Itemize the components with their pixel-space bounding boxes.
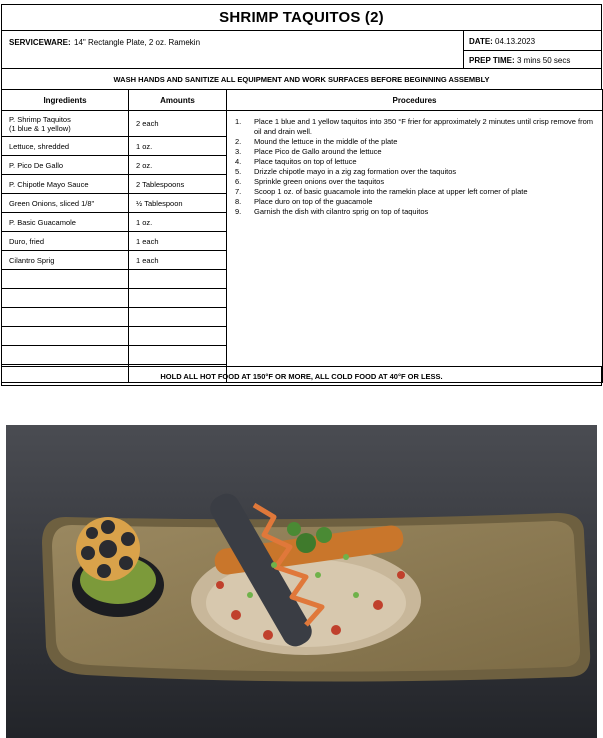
recipe-title: SHRIMP TAQUITOS (2) bbox=[1, 4, 602, 31]
ingredient-name: P. Basic Guacamole bbox=[2, 213, 129, 232]
procedure-step: 3. Place Pico de Gallo around the lettuce bbox=[235, 147, 382, 156]
prep-time-label: PREP TIME: bbox=[469, 56, 515, 65]
ingredient-amount: 1 each bbox=[129, 251, 227, 270]
procedure-step: 7. Scoop 1 oz. of basic guacamole into the ramekin place at upper left corner of plate bbox=[235, 187, 528, 196]
plated-dish-photo bbox=[6, 425, 597, 738]
ingredient-name: P. Shrimp Taquitos (1 blue & 1 yellow) bbox=[2, 111, 129, 137]
procedure-step: 6. Sprinkle green onions over the taquitos bbox=[235, 177, 385, 186]
ingredient-amount: 1 oz. bbox=[129, 213, 227, 232]
ingredient-amount: 1 each bbox=[129, 232, 227, 251]
ingredient-name: P. Pico De Gallo bbox=[2, 156, 129, 175]
ingredient-name: Cilantro Sprig bbox=[2, 251, 129, 270]
date-value: 04.13.2023 bbox=[495, 37, 536, 46]
ingredient-name: Duro, fried bbox=[2, 232, 129, 251]
ingredient-amount: 2 Tablespoons bbox=[129, 175, 227, 194]
serviceware-value: 14" Rectangle Plate, 2 oz. Ramekin bbox=[74, 38, 201, 47]
wash-notice: WASH HANDS AND SANITIZE ALL EQUIPMENT AND WORK SURFACES BEFORE BEGINNING ASSEMBLY bbox=[1, 68, 602, 90]
ingredient-name: P. Chipotle Mayo Sauce bbox=[2, 175, 129, 194]
ingredients-header: Ingredients bbox=[2, 90, 129, 111]
plated-dish-illustration bbox=[6, 425, 597, 738]
date-prep-cell bbox=[463, 30, 602, 69]
ingredient-amount: ½ Tablespoon bbox=[129, 194, 227, 213]
serviceware-cell bbox=[1, 30, 464, 69]
procedure-step: 4. Place taquitos on top of lettuce bbox=[235, 157, 357, 166]
serviceware-label: SERVICEWARE: bbox=[9, 38, 71, 47]
ingredient-amount: 2 oz. bbox=[129, 156, 227, 175]
procedure-step: 9. Garnish the dish with cilantro sprig on top of taquitos bbox=[235, 207, 429, 216]
prep-time-value: 3 mins 50 secs bbox=[517, 56, 571, 65]
procedure-step: 1. Place 1 blue and 1 yellow taquitos into 350 °F frier for approximately 2 minutes until crisp remove from oil and drain well. bbox=[235, 117, 593, 136]
procedures-header: Procedures bbox=[227, 90, 603, 111]
procedure-step: 5. Drizzle chipotle mayo in a zig zag formation over the taquitos bbox=[235, 167, 457, 176]
ingredient-name: Lettuce, shredded bbox=[2, 137, 129, 156]
procedure-step: 8. Place duro on top of the guacamole bbox=[235, 197, 373, 206]
procedures-cell bbox=[227, 111, 603, 383]
ingredient-amount: 2 each bbox=[129, 111, 227, 137]
amounts-header: Amounts bbox=[129, 90, 227, 111]
hold-notice: HOLD ALL HOT FOOD AT 150°F OR MORE, ALL COLD FOOD AT 40°F OR LESS. bbox=[1, 366, 602, 386]
date-label: DATE: bbox=[469, 37, 493, 46]
ingredient-amount: 1 oz. bbox=[129, 137, 227, 156]
procedure-step: 2. Mound the lettuce in the middle of the plate bbox=[235, 137, 398, 146]
table-row bbox=[2, 111, 603, 137]
ingredient-name: Green Onions, sliced 1/8" bbox=[2, 194, 129, 213]
recipe-table bbox=[1, 89, 603, 383]
